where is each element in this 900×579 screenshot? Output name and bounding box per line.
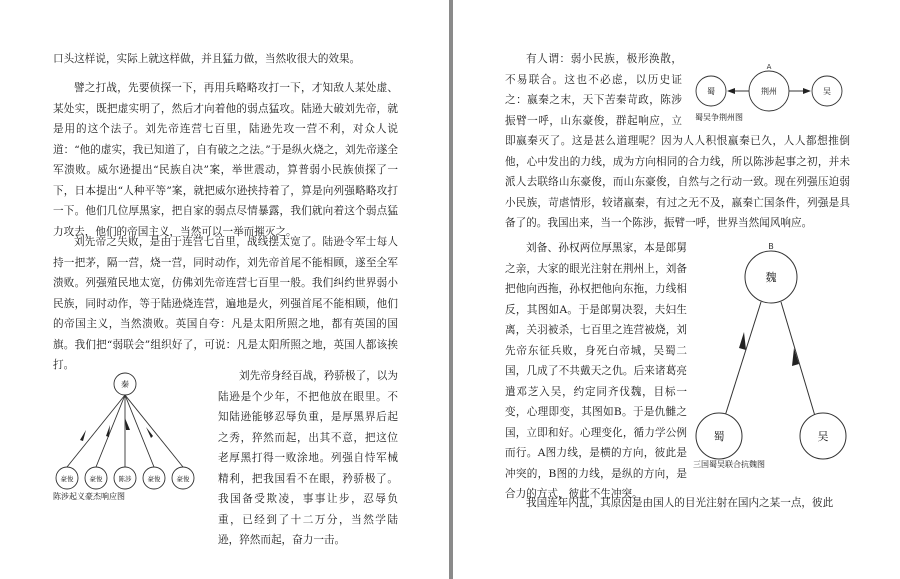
bottom-label-5: 豪俊 xyxy=(176,475,190,483)
bottom-label-2: 豪俊 xyxy=(89,475,103,483)
wu-label-b: 吴 xyxy=(817,430,829,443)
right-page xyxy=(453,0,900,579)
right-paragraph-1: 有人谓：弱小民族，极形涣散，不易联合。这也不必虑，以历史证之：嬴秦之末，天下苦秦苛政，陈涉振臂一呼，山东豪俊，群起响应，立即嬴秦灭了。这是甚么道理呢？因为人人积恨嬴秦已久，人人都想推倒他，心中发出的力线，成为方向相同的合力线，所以陈涉起事之初，并未派人去联络山东豪俊，而山东豪俊，自然与之行动一致。现在列强压迫弱小民族，苛虐情形，较诸嬴秦，有过之无不及，嬴秦亡国条件，列强是具备了的。我国出来，当一个陈涉，振臂一呼，世界当然闻风响应。 xyxy=(505,53,850,229)
bottom-label-3: 陈涉 xyxy=(118,475,132,483)
jingzhou-label: 荆州 xyxy=(761,87,777,96)
left-figure-caption: 陈涉起义豪杰响应图 xyxy=(53,492,125,501)
wei-label: 魏 xyxy=(765,271,777,284)
wu-label-a: 吴 xyxy=(823,87,831,96)
fig-b-caption: 三国蜀吴联合抗魏图 xyxy=(693,460,765,469)
fig-b-alliance-against-wei xyxy=(691,238,851,468)
left-paragraph-4: 刘先帝身经百战，矜骄极了，以为陆逊是个少年，不把他放在眼里。不知陆逊能够忍辱负重，是厚黑界后起之秀，猝然而起，出其不意，把这位老厚黑打得一败涂地。列强自恃军械精利，把我国看不在眼，矜骄极了。我国备受欺凌，事事让步，忍辱负重，已经到了十二万分，当然学陆逊，猝然而起，奋力一击。 xyxy=(218,370,398,546)
fig-a-label: A xyxy=(766,63,772,71)
right-paragraph-3: 我国连年内乱，其原因是由国人的目光注射在国内之某一点，彼此 xyxy=(526,497,834,509)
shu-label-a: 蜀 xyxy=(707,87,715,96)
left-paragraph-3: 刘先帝之失败，是由于连营七百里，战线摆太宽了。陆逊令军士每人持一把茅，隔一营，烧一营，同时动作，刘先帝首尾不能相顾，遂至全军溃败。列强殖民地太宽，仿佛刘先帝连营七百里一般。我们纠约世界弱小民族，同时动作，等于陆逊烧连营，遍地是火，列强首尾不能相顾，他们的帝国主义，当然溃败。英国自夸：凡是太阳所照之地，都有英国的国旗。我们把“弱联会”组织好了，可说：凡是太阳所照之地，英国人都该挨打。 xyxy=(53,236,398,371)
left-paragraph-1: 口头这样说，实际上就这样做，并且猛力做，当然收很大的效果。 xyxy=(53,53,361,65)
shu-label-b: 蜀 xyxy=(713,430,725,443)
chen-she-uprising-diagram xyxy=(53,368,213,490)
bottom-label-1: 豪俊 xyxy=(60,475,74,483)
fig-b-label: B xyxy=(768,242,774,251)
qin-label: 秦 xyxy=(121,380,129,389)
left-page xyxy=(0,0,449,579)
fig-a-caption: 蜀吴争荆州图 xyxy=(695,113,743,122)
left-paragraph-2: 譬之打战，先要侦探一下，再用兵略略攻打一下，才知敌人某处虚、某处实，既把虚实明了，然后才向着他的弱点猛攻。陆逊大破刘先帝，就是用的这个法子。刘先帝连营七百里，陆逊先攻一营不利，对众人说道：“他的虚实，我已知道了，自有破之之法。”于是纵火烧之，刘先帝遂全军溃败。威尔逊提出“民族自决”案，举世震动，算普弱小民族侦探了一下，日本提出“人种平等”案，就把威尔逊挟持着了，算是向列强略略攻打一下。他们几位厚黑家，把自家的弱点尽情暴露，我们就向着这个弱点猛力攻去，他们的帝国主义，当然可以一举而摧灭之。 xyxy=(53,82,398,238)
right-paragraph-2: 刘备、孙权两位厚黑家，本是郎舅之亲，大家的眼光注射在荆州上，刘备把他向西拖，孙权把他向东拖，力线相反，其图如A。于是郎舅决裂，夫妇生离，关羽被杀，七百里之连营被烧，刘先帝东征兵败，身死白帝城，吴蜀二国，几成了不共戴天之仇。后来诸葛亮遣邓芝入吴，约定同齐伐魏，目标一变，心理即变，其图如B。于是仇雠之国，立即和好。心理变化，循力学公例而行。A图力线，是横的方向，彼此是冲突的，B图的力线，是纵的方向，是合力的方式，彼此不生冲突。 xyxy=(505,242,687,500)
bottom-label-4: 豪俊 xyxy=(147,475,161,483)
